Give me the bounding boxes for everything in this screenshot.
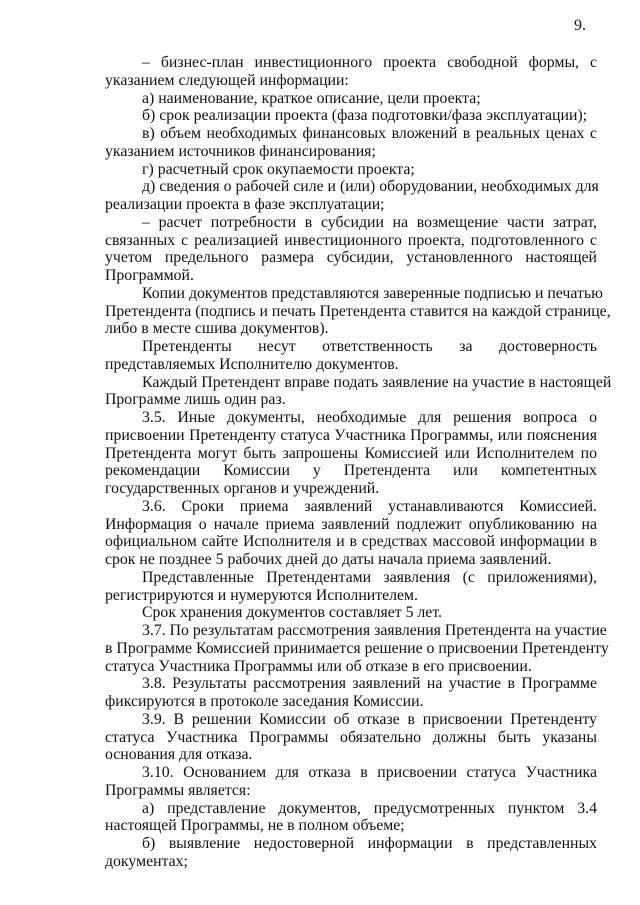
text-line: присвоении Претенденту статуса Участника Программы, или пояснения xyxy=(105,426,597,444)
paragraph xyxy=(105,835,597,871)
text-line: срок не позднее 5 рабочих дней до даты начала приема заявлений. xyxy=(105,551,552,568)
paragraph xyxy=(105,161,597,179)
text-line: 3.5. Иные документы, необходимые для решения вопроса о xyxy=(142,409,597,426)
paragraph xyxy=(105,675,597,711)
text-line: в Программе Комиссией принимается решение о присвоении Претенденту xyxy=(105,639,609,657)
text-line: в) объем необходимых финансовых вложений в реальных ценах с xyxy=(142,125,597,142)
text-line: а) наименование, краткое описание, цели проекта; xyxy=(142,89,481,107)
text-line: 3.10. Основанием для отказа в присвоении статуса Участника xyxy=(142,764,597,781)
text-line: указанием следующей информации: xyxy=(105,71,349,89)
text-line: официальном сайте Исполнителя и в средствах массовой информации в xyxy=(105,533,597,551)
paragraph xyxy=(105,800,597,836)
text-line: государственных органов и учреждений. xyxy=(105,480,380,497)
text-line: – бизнес-план инвестиционного проекта свободной формы, с xyxy=(142,54,597,71)
paragraph xyxy=(105,498,597,569)
text-line: представляемых Исполнителю документов. xyxy=(105,355,399,373)
text-line: а) представление документов, предусмотренных пунктом 3.4 xyxy=(142,799,597,817)
text-line: 3.8. Результаты рассмотрения заявлений на участие в Программе xyxy=(142,675,597,693)
text-line: либо в месте сшива документов). xyxy=(105,320,329,338)
paragraph xyxy=(105,214,597,285)
text-line: Программе лишь один раз. xyxy=(105,391,286,409)
paragraph xyxy=(105,178,597,214)
text-line: Каждый Претендент вправе подать заявление на участие в настоящей xyxy=(142,373,612,391)
document-body xyxy=(105,54,612,871)
text-line: 3.6. Сроки приема заявлений устанавливаются Комиссией. xyxy=(142,497,597,515)
paragraph xyxy=(105,764,597,800)
text-line: основания для отказа. xyxy=(105,746,253,764)
paragraph xyxy=(105,125,597,161)
text-line: 3.7. По результатам рассмотрения заявления Претендента на участие xyxy=(142,622,607,639)
text-line: Представленные Претендентами заявления (с приложениями), xyxy=(142,568,597,586)
text-line: указанием источников финансирования; xyxy=(105,142,376,160)
paragraph xyxy=(105,54,597,90)
paragraph xyxy=(105,569,597,605)
text-line: рекомендации Комиссии у Претендента или компетентных xyxy=(105,462,597,480)
page-number: 9. xyxy=(574,17,586,34)
text-line: Программой. xyxy=(105,267,194,284)
text-line: статуса Участника Программы или об отказе в его присвоении. xyxy=(105,657,532,675)
text-line: связанных с реализацией инвестиционного проекта, подготовленного с xyxy=(105,231,597,249)
text-line: б) срок реализации проекта (фаза подготовки/фаза эксплуатации); xyxy=(142,107,588,125)
text-line: регистрируются и нумеруются Исполнителем. xyxy=(105,586,418,604)
paragraph xyxy=(105,604,597,622)
paragraph xyxy=(105,90,597,108)
text-line: г) расчетный срок окупаемости проекта; xyxy=(142,160,415,178)
text-line: документах; xyxy=(105,852,188,870)
text-line: д) сведения о рабочей силе и (или) оборудовании, необходимых для xyxy=(142,178,599,196)
paragraph xyxy=(105,409,597,498)
text-line: статуса Участника Программы обязательно должны быть указаны xyxy=(105,728,597,746)
text-line: 3.9. В решении Комиссии об отказе в присвоении Претенденту xyxy=(142,710,597,728)
text-line: реализации проекта в фазе эксплуатации; xyxy=(105,196,385,213)
text-line: фиксируются в протоколе заседания Комиссии. xyxy=(105,693,424,710)
text-line: Копии документов представляются заверенные подписью и печатью xyxy=(142,284,603,302)
paragraph xyxy=(105,373,612,410)
text-line: настоящей Программы, не в полном объеме; xyxy=(105,817,405,835)
text-line: б) выявление недостоверной информации в представленных xyxy=(142,835,597,852)
text-line: Программы является: xyxy=(105,781,251,799)
text-line: – расчет потребности в субсидии на возмещение части затрат, xyxy=(142,213,597,231)
text-line: Претендента (подпись и печать Претендента ставится на каждой странице, xyxy=(105,302,611,320)
paragraph xyxy=(105,711,597,764)
paragraph xyxy=(105,622,609,675)
paragraph xyxy=(105,284,611,338)
paragraph xyxy=(105,107,597,125)
paragraph xyxy=(105,338,597,374)
text-line: Срок хранения документов составляет 5 лет. xyxy=(142,604,442,622)
text-line: Претенденты несут ответственность за достоверность xyxy=(142,338,597,355)
text-line: Претендента могут быть запрошены Комиссией или Исполнителем по xyxy=(105,444,597,462)
text-line: учетом предельного размера субсидии, установленного настоящей xyxy=(105,249,597,267)
text-line: Информация о начале приема заявлений подлежит опубликованию на xyxy=(105,515,597,533)
